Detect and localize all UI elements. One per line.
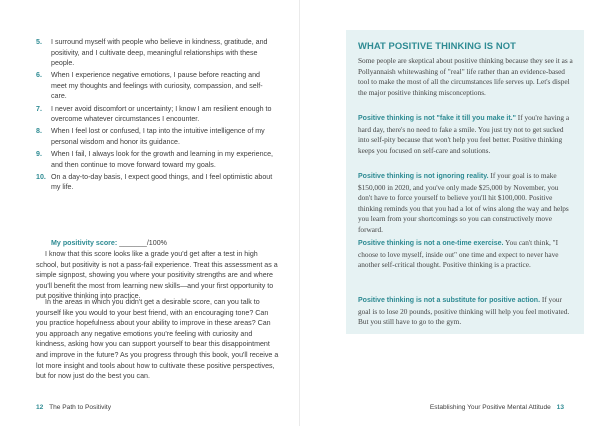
self-assessment-list [36,37,276,194]
page-number: 13 [556,404,564,411]
list-item-text: On a day-to-day basis, I expect good things, and I feel optimistic about my life. [51,172,273,192]
list-item-number: 8. [36,127,42,136]
point-lead: Positive thinking is not ignoring reality. [358,173,489,180]
running-title: The Path to Positivity [49,404,111,411]
list-item [36,126,276,147]
sidebar-point [358,295,574,328]
positivity-score [51,238,167,249]
list-item [36,149,276,170]
sidebar-point [358,171,574,236]
list-item [36,104,276,125]
list-item [36,37,276,69]
running-title: Establishing Your Positive Mental Attitude [429,404,551,411]
list-item [36,172,276,193]
list-item-number: 9. [36,149,42,158]
score-label: My positivity score: [51,239,118,247]
right-page [300,0,600,426]
point-text: If your goal is to make $150,000 in 2020, and you've only made $25,000 by November, you don't have to force yourself to believe you'll hit $100,000. Positive thinking reminds you that you had a lot of wins along the way and helps you learn from your shortcomings so you can constructively move forward. [358,171,569,234]
list-item-number: 6. [36,71,42,80]
point-lead: Positive thinking is not a substitute for positive action. [358,297,541,304]
body-paragraph: In the areas in which you didn't get a desirable score, can you talk to yourself like you would to your best friend, with an encouraging tone? Can you practice hopefulness about your ability to improve in these areas? Can you approach any negative emotions you're feeling with curiosity and kindness, asking how you can support yourself to bear this disappointment and improve in the future? As you progress through this book, you'll receive a lot more insight and tools about how to cultivate these positive perspectives, but for now just do the best you can. [36,298,279,381]
point-text: You can't think, "I choose to love myself, inside out" one time and expect to never have another self-critical thought. Positive thinking is a practice. [358,238,559,270]
list-item-number: 5. [36,38,42,46]
list-item-text: When I experience negative emotions, I pause before reacting and meet my thoughts and feelings with curiosity, compassion, and self-care. [51,71,263,101]
sidebar-point [358,113,574,156]
sidebar-intro: Some people are skeptical about positive thinking because they see it as a Pollyannaish whitewashing of "real" life rather than an evidence-based tool to make the most of all the circumstances life serves up. Let's dispel the major positive thinking misconceptions. [358,56,573,97]
score-blank: _______/100% [119,239,167,247]
page-number: 12 [36,404,44,411]
right-footer [430,404,564,411]
list-item-number: 10. [36,172,46,181]
point-text: If you're having a hard day, there's no need to fake a smile. You just try not to get sucked into self-pity because that won't help you feel better. Positive thinking keeps you focused on self-care and solutions. [358,113,570,155]
list-item-text: When I fail, I always look for the growth and learning in my experience, and then continue to move forward toward my goals. [51,149,273,169]
list-item-number: 7. [36,104,42,113]
point-text: If your goal is to lose 20 pounds, positive thinking will help you feel motivated. But you still have to go to the gym. [358,295,570,327]
body-paragraph: I know that this score looks like a grade you'd get after a test in high school, but positivity is not a pass-fail experience. Treat this assessment as a simple signpost, showing you where your positivity strengths are and where you'll benefit the most from learning new skills—and your first opportunity to put positive thinking into practice. [36,250,278,301]
list-item-text: I surround myself with people who believe in kindness, gratitude, and positivity, and I cultivate deep, meaningful relationships with these people. [51,38,268,68]
sidebar-point [358,238,574,271]
sidebar-title: WHAT POSITIVE THINKING IS NOT [358,40,516,51]
sidebar-box [346,30,584,334]
list-item-text: I never avoid discomfort or uncertainty; I know I am resilient enough to overcome whatever circumstances I encounter. [51,104,272,124]
point-lead: Positive thinking is not a one-time exercise. [358,240,504,247]
list-item [36,70,276,102]
list-item-text: When I feel lost or confused, I tap into the intuitive intelligence of my personal wisdom and honor its guidance. [51,127,265,146]
left-footer [36,404,111,411]
point-lead: Positive thinking is not "fake it till you make it." [358,115,516,122]
